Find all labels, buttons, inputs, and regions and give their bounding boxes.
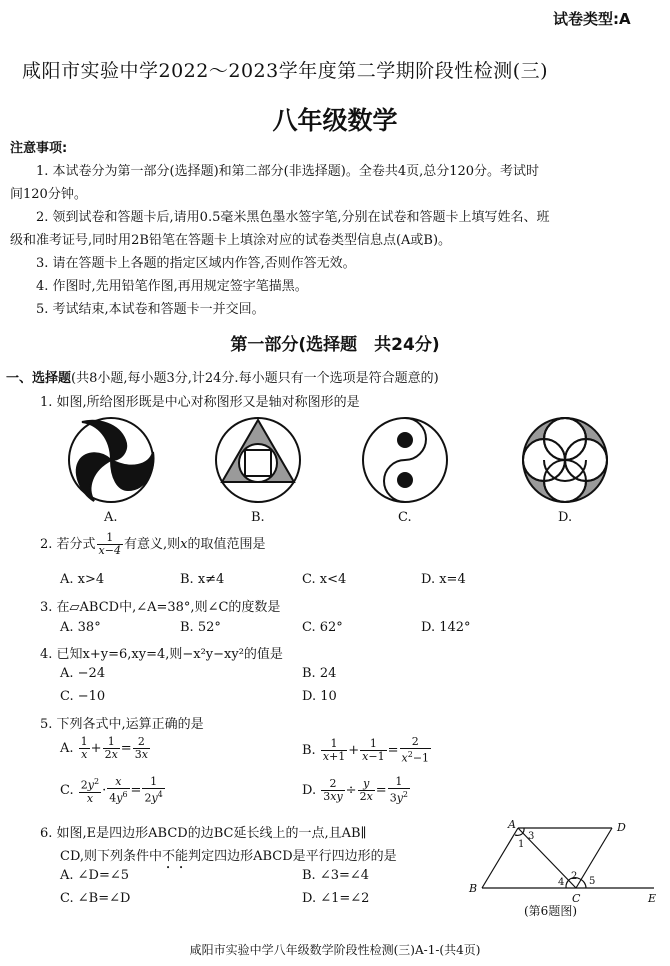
q6-edge-ac xyxy=(518,828,576,888)
q4-stem: 4. 已知x+y=6,xy=4,则−x²y−xy²的值是 xyxy=(40,647,283,662)
q3-option-c[interactable]: C. 62° xyxy=(302,620,343,635)
q1-figures xyxy=(0,410,670,510)
q6-edge-ab xyxy=(482,828,518,888)
q1-figure-a xyxy=(69,418,154,502)
section1-desc: (共8小题,每小题3分,计24分.每小题只有一个选项是符合题意的) xyxy=(71,371,439,386)
q5-option-c[interactable]: C. $\frac{2y^2}{x}$ · $\frac{x}{4y^6}$ = $\frac{1}{2y^4}$ xyxy=(60,775,163,805)
q2-option-a[interactable]: A. x>4 xyxy=(60,572,105,587)
q2-frac-numerator: 1 xyxy=(97,532,123,545)
q2-stem-end: 的取值范围是 xyxy=(187,537,266,552)
q5-option-d[interactable]: D. $\frac{2}{3xy}$ ÷ $\frac{y}{2x}$ = $\frac{1}{3y^2}$ xyxy=(302,775,408,805)
q4-option-d[interactable]: D. 10 xyxy=(302,689,337,704)
q2-fraction xyxy=(97,532,123,557)
q2-option-c[interactable]: C. x<4 xyxy=(302,572,347,587)
q6-option-c[interactable]: C. ∠B=∠D xyxy=(60,891,131,906)
q6-line2-post: 判定四边形ABCD是平行四边形的是 xyxy=(188,849,397,864)
q5-label-d: D. xyxy=(302,782,317,798)
q6-line2-emphasis: 不能 xyxy=(162,849,189,864)
notes-item4: 4. 作图时,先用铅笔作图,再用规定签字笔描黑。 xyxy=(36,279,308,294)
q6-angle-5: 5 xyxy=(589,876,596,887)
notes-item1-line2: 间120分钟。 xyxy=(10,187,87,202)
q2-stem-post: 有意义,则 xyxy=(123,537,181,552)
exam-title: 咸阳市实验中学2022～2023学年度第二学期阶段性检测(三) xyxy=(22,60,549,82)
q3-option-d[interactable]: D. 142° xyxy=(421,620,471,635)
q5-label-a: A. xyxy=(60,741,74,756)
q5-stem: 5. 下列各式中,运算正确的是 xyxy=(40,717,204,732)
q4-option-c[interactable]: C. −10 xyxy=(60,689,106,704)
q1-label-a: A. xyxy=(104,510,118,525)
q6-option-b[interactable]: B. ∠3=∠4 xyxy=(302,868,370,883)
q5-label-c: C. xyxy=(60,782,74,798)
notes-heading: 注意事项: xyxy=(10,141,68,156)
notes-item1-line1: 1. 本试卷分为第一部分(选择题)和第二部分(非选择题)。全卷共4页,总分120分。考试时 xyxy=(36,164,540,179)
section1-label: 一、选择题 xyxy=(6,371,72,386)
q2-option-b[interactable]: B. x≠4 xyxy=(180,572,225,587)
notes-item5: 5. 考试结束,本试卷和答题卡一并交回。 xyxy=(36,302,265,317)
notes-item2-line1: 2. 领到试卷和答题卡后,请用0.5毫米黑色墨水签字笔,分别在试卷和答题卡上填写姓名、班 xyxy=(36,210,550,225)
q6-line1: 6. 如图,E是四边形ABCD的边BC延长线上的一点,且AB∥ xyxy=(40,826,367,841)
q1-label-b: B. xyxy=(251,510,265,525)
q2-stem-pre: 2. 若分式 xyxy=(40,537,96,552)
q6-figure xyxy=(462,816,662,904)
notes-item3: 3. 请在答题卡上各题的指定区域内作答,否则作答无效。 xyxy=(36,256,356,271)
q3-stem: 3. 在▱ABCD中,∠A=38°,则∠C的度数是 xyxy=(40,600,281,615)
q1-stem: 1. 如图,所给图形既是中心对称图形又是轴对称图形的是 xyxy=(40,395,360,410)
q6-angle-2: 2 xyxy=(571,871,578,882)
q1-figure-b xyxy=(216,418,300,502)
q1-label-d: D. xyxy=(558,510,573,525)
q5-label-b: B. xyxy=(302,742,316,758)
q3-option-b[interactable]: B. 52° xyxy=(180,620,221,635)
q1-figure-c xyxy=(363,418,447,502)
q6-label-d: D xyxy=(617,821,626,834)
section1-heading xyxy=(6,367,439,386)
q6-label-a: A xyxy=(508,818,516,831)
q6-angle-3: 3 xyxy=(528,831,535,842)
paper-type: 试卷类型:A xyxy=(553,10,631,28)
q2-var: x xyxy=(180,537,188,552)
q1-label-c: C. xyxy=(398,510,412,525)
q5-option-a[interactable]: A. $\frac{1}{x}$ + $\frac{1}{2x}$ = $\frac{2}{3x}$ xyxy=(60,735,148,761)
q6-label-e: E xyxy=(648,892,657,904)
q6-option-d[interactable]: D. ∠1=∠2 xyxy=(302,891,370,906)
page-footer: 咸阳市实验中学八年级数学阶段性检测(三)A-1-(共4页) xyxy=(189,943,481,957)
q6-angle-1: 1 xyxy=(518,839,525,850)
q6-label-c: C xyxy=(572,892,581,904)
subject-title: 八年级数学 xyxy=(272,106,398,135)
q6-angle-4: 4 xyxy=(558,877,565,888)
q6-figure-caption: (第6题图) xyxy=(524,904,577,918)
q4-option-b[interactable]: B. 24 xyxy=(302,666,337,681)
notes-item2-line2: 级和准考证号,同时用2B铅笔在答题卡上填涂对应的试卷类型信息点(A或B)。 xyxy=(10,233,452,248)
q3-option-a[interactable]: A. 38° xyxy=(60,620,101,635)
q5-option-b[interactable]: B. $\frac{1}{x+1}$ + $\frac{1}{x-1}$ = $\frac{2}{x^2-1}$ xyxy=(302,735,430,765)
q6-line2-pre: CD,则下列条件中 xyxy=(60,849,163,864)
part1-title: 第一部分(选择题 共24分) xyxy=(230,335,440,355)
q6-angle-arc-1 xyxy=(515,834,522,835)
q6-option-a[interactable]: A. ∠D=∠5 xyxy=(60,868,130,883)
q6-label-b: B xyxy=(469,882,478,895)
q2-stem xyxy=(40,532,265,557)
q1-figure-d xyxy=(523,418,607,502)
q2-option-d[interactable]: D. x=4 xyxy=(421,572,466,587)
q2-frac-denominator: x−4 xyxy=(98,544,121,557)
q4-option-a[interactable]: A. −24 xyxy=(60,666,106,681)
